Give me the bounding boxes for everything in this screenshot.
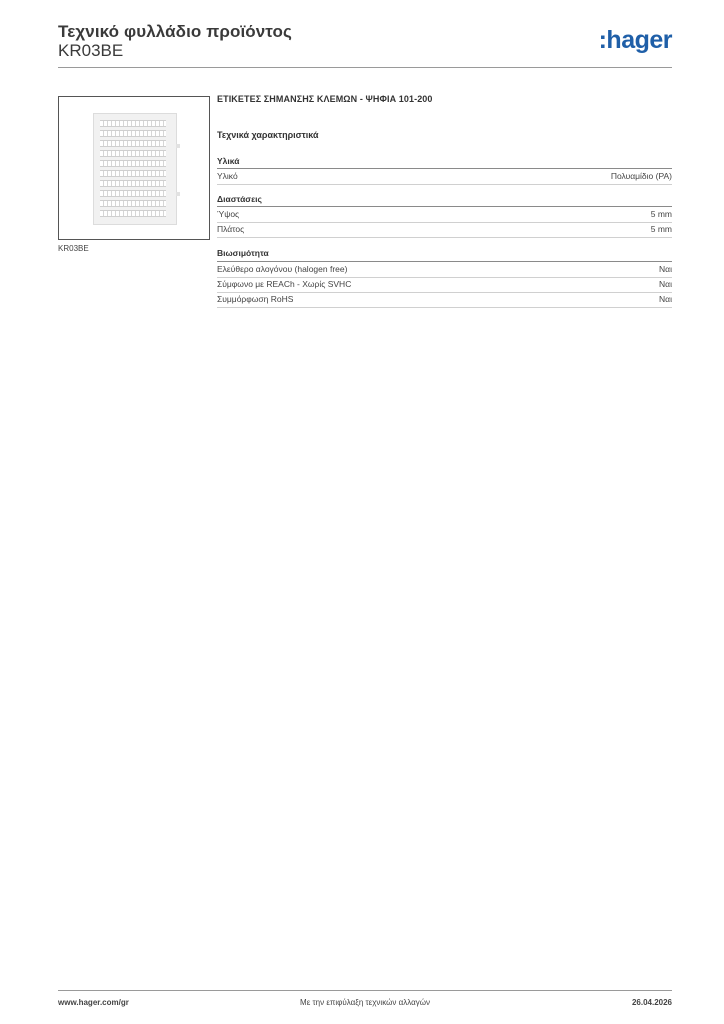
- footer-divider: [58, 990, 672, 991]
- group-title-sustainability: Βιωσιμότητα: [217, 248, 269, 258]
- spec-label: Ύψος: [217, 209, 240, 219]
- section-title: Τεχνικά χαρακτηριστικά: [217, 130, 319, 140]
- spec-label: Υλικό: [217, 171, 238, 181]
- spec-row: [217, 263, 672, 278]
- spec-value: Ναι: [659, 279, 672, 289]
- group-title-materials: Υλικά: [217, 156, 240, 166]
- footer-disclaimer: Με την επιφύλαξη τεχνικών αλλαγών: [300, 998, 430, 1007]
- marker-sheet-illustration: [93, 113, 177, 225]
- page-footer: [58, 998, 672, 1012]
- spec-row: [217, 208, 672, 223]
- footer-date: 26.04.2026: [631, 998, 672, 1007]
- spec-row: [217, 278, 672, 293]
- spec-value: Πολυαμίδιο (PA): [610, 171, 672, 181]
- hager-logo[interactable]: :hager: [598, 26, 672, 54]
- product-name: ΕΤΙΚΕΤΕΣ ΣΗΜΑΝΣΗΣ ΚΛΕΜΩΝ - ΨΗΦΙΑ 101-200: [217, 94, 433, 104]
- header-divider: [58, 67, 672, 68]
- spec-value: 5 mm: [650, 209, 672, 219]
- image-caption: KR03BE: [58, 244, 89, 253]
- group-divider: [217, 206, 672, 207]
- spec-row: [217, 293, 672, 308]
- group-divider: [217, 168, 672, 169]
- page-header: [58, 20, 672, 68]
- document-title: Τεχνικό φυλλάδιο προϊόντος: [58, 22, 292, 41]
- spec-value: Ναι: [659, 264, 672, 274]
- spec-label: Ελεύθερο αλογόνου (halogen free): [217, 264, 348, 274]
- spec-label: Πλάτος: [217, 224, 245, 234]
- footer-website-link[interactable]: www.hager.com/gr: [58, 998, 129, 1007]
- product-details: [217, 94, 672, 304]
- spec-row: [217, 170, 672, 185]
- group-title-dimensions: Διαστάσεις: [217, 194, 262, 204]
- spec-label: Σύμφωνο με REACh - Χωρίς SVHC: [217, 279, 352, 289]
- spec-row: [217, 223, 672, 238]
- spec-label: Συμμόρφωση RoHS: [217, 294, 294, 304]
- spec-value: 5 mm: [650, 224, 672, 234]
- product-code: KR03BE: [58, 41, 124, 60]
- spec-value: Ναι: [659, 294, 672, 304]
- group-divider: [217, 261, 672, 262]
- product-image: [58, 96, 210, 240]
